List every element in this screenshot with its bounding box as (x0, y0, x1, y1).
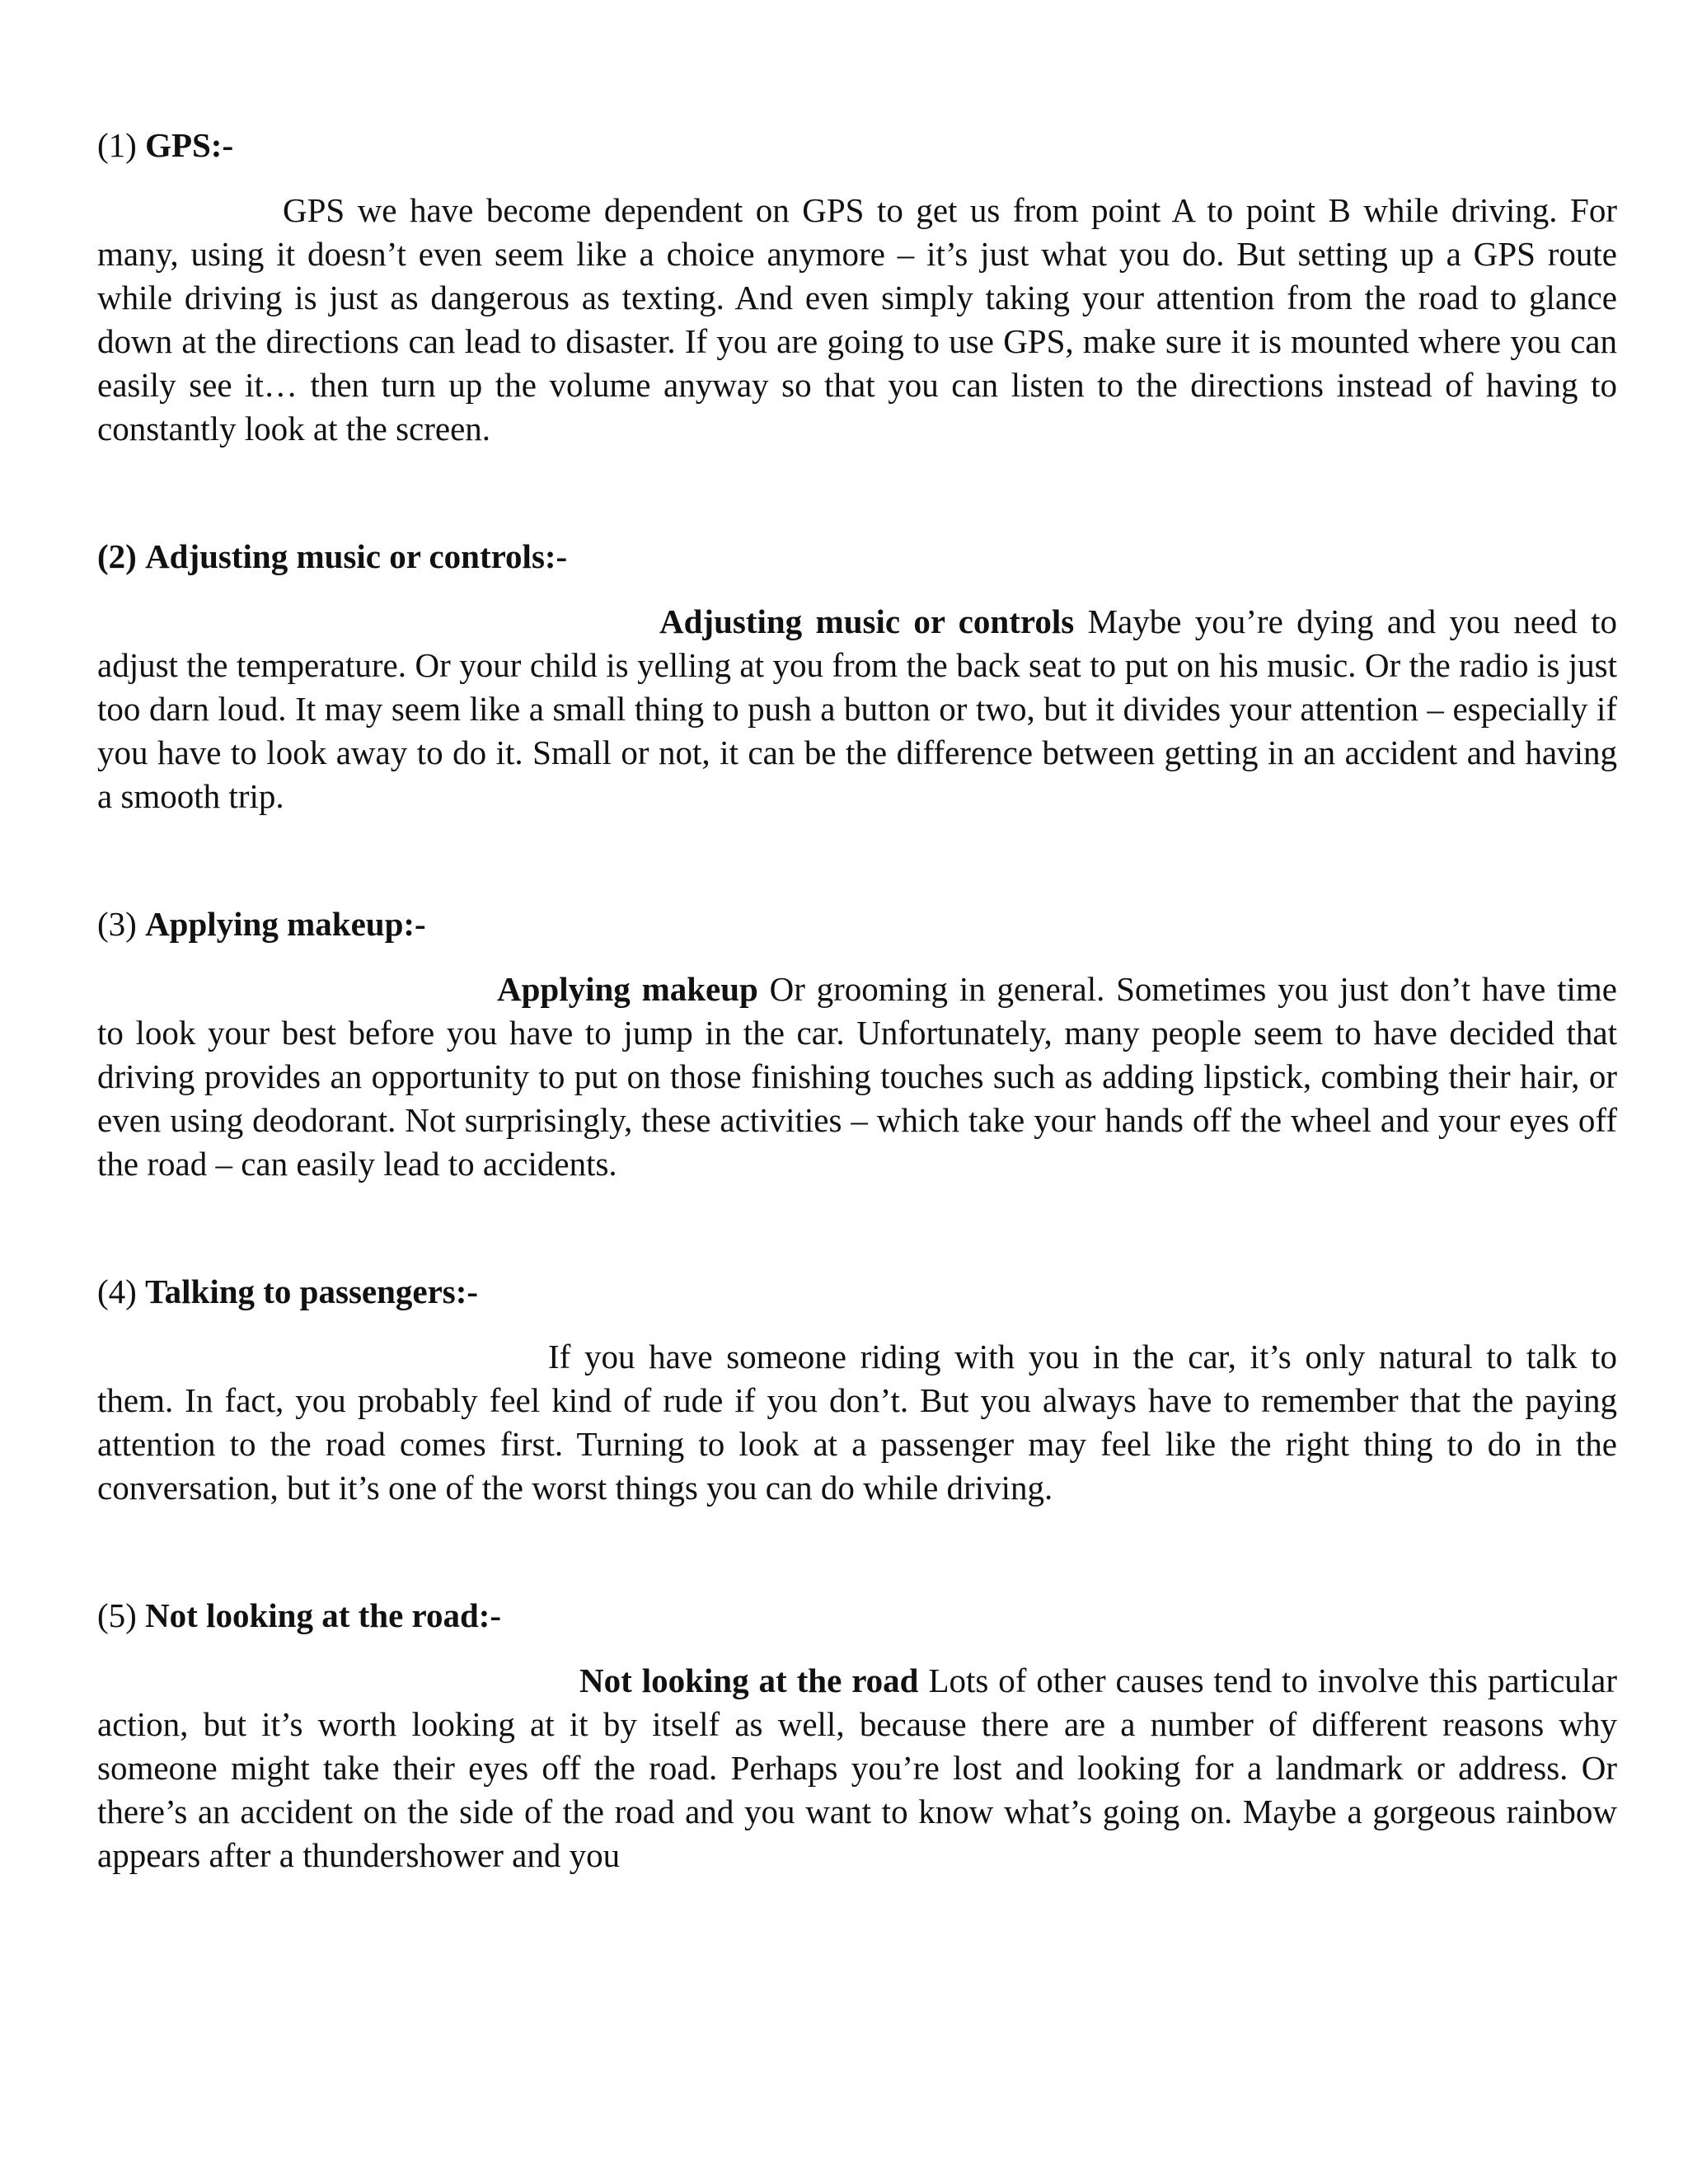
section-adjusting-music (97, 535, 1617, 818)
section-body (97, 189, 1617, 451)
section-text: Maybe you’re dying and you need to adjust the temperature. Or your child is yelling at you from the back seat to put on his music. Or the radio is just too darn loud. It may seem like a small thing to push a button or two, but it divides your attention – especially if you have to look away to do it. Small or not, it can be the difference between getting in an accident and having a smooth trip. (97, 602, 1617, 815)
section-text: GPS we have become dependent on GPS to get us from point A to point B while driving. For many, using it doesn’t even seem like a choice anymore – it’s just what you do. But setting up a GPS route while driving is just as dangerous as texting. And even simply taking your attention from the road to glance down at the directions can lead to disaster. If you are going to use GPS, make sure it is mounted where you can easily see it… then turn up the volume anyway so that you can listen to the directions instead of having to constantly look at the screen. (97, 191, 1617, 448)
section-title: Adjusting music or controls:- (145, 537, 568, 575)
section-gps (97, 124, 1617, 451)
section-not-looking-at-road (97, 1594, 1617, 1877)
section-number: (2) (97, 537, 137, 575)
section-body (97, 600, 1617, 818)
section-number: (3) (97, 905, 137, 943)
section-title: Talking to passengers:- (145, 1272, 479, 1310)
section-title: GPS:- (145, 126, 234, 164)
section-text: Or grooming in general. Sometimes you just don’t have time to look your best before you have to jump in the car. Unfortunately, many people seem to have decided that driving provides an opportunity to put on those finishing touches such as adding lipstick, combing their hair, or even using deodorant. Not surprisingly, these activities – which take your hands off the wheel and your eyes off the road – can easily lead to accidents. (97, 970, 1617, 1183)
section-heading (97, 535, 1617, 579)
section-body (97, 968, 1617, 1186)
section-title: Not looking at the road:- (145, 1596, 502, 1634)
section-heading (97, 124, 1617, 167)
section-text: If you have someone riding with you in the car, it’s only natural to talk to them. In fact, you probably feel kind of rude if you don’t. But you always have to remember that the paying attention to the road comes first. Turning to look at a passenger may feel like the right thing to do in the conversation, but it’s one of the worst things you can do while driving. (97, 1338, 1617, 1507)
section-applying-makeup (97, 902, 1617, 1186)
section-body (97, 1335, 1617, 1510)
section-body (97, 1659, 1617, 1877)
section-heading (97, 1594, 1617, 1638)
section-lead: Adjusting music or controls (659, 602, 1075, 640)
document-page (97, 124, 1617, 1961)
section-heading (97, 1270, 1617, 1314)
section-lead: Applying makeup (497, 970, 758, 1008)
section-number: (1) (97, 126, 137, 164)
section-title: Applying makeup:- (145, 905, 426, 943)
section-talking-to-passengers (97, 1270, 1617, 1510)
section-number: (4) (97, 1272, 137, 1310)
section-text: Lots of other causes tend to involve this particular action, but it’s worth looking at it by itself as well, because there are a number of different reasons why someone might take their eyes off the road. Perhaps you’re lost and looking for a landmark or address. Or there’s an accident on the side of the road and you want to know what’s going on. Maybe a gorgeous rainbow appears after a thundershower and you (97, 1661, 1618, 1874)
section-number: (5) (97, 1596, 137, 1634)
section-lead: Not looking at the road (579, 1661, 919, 1699)
section-heading (97, 902, 1617, 946)
